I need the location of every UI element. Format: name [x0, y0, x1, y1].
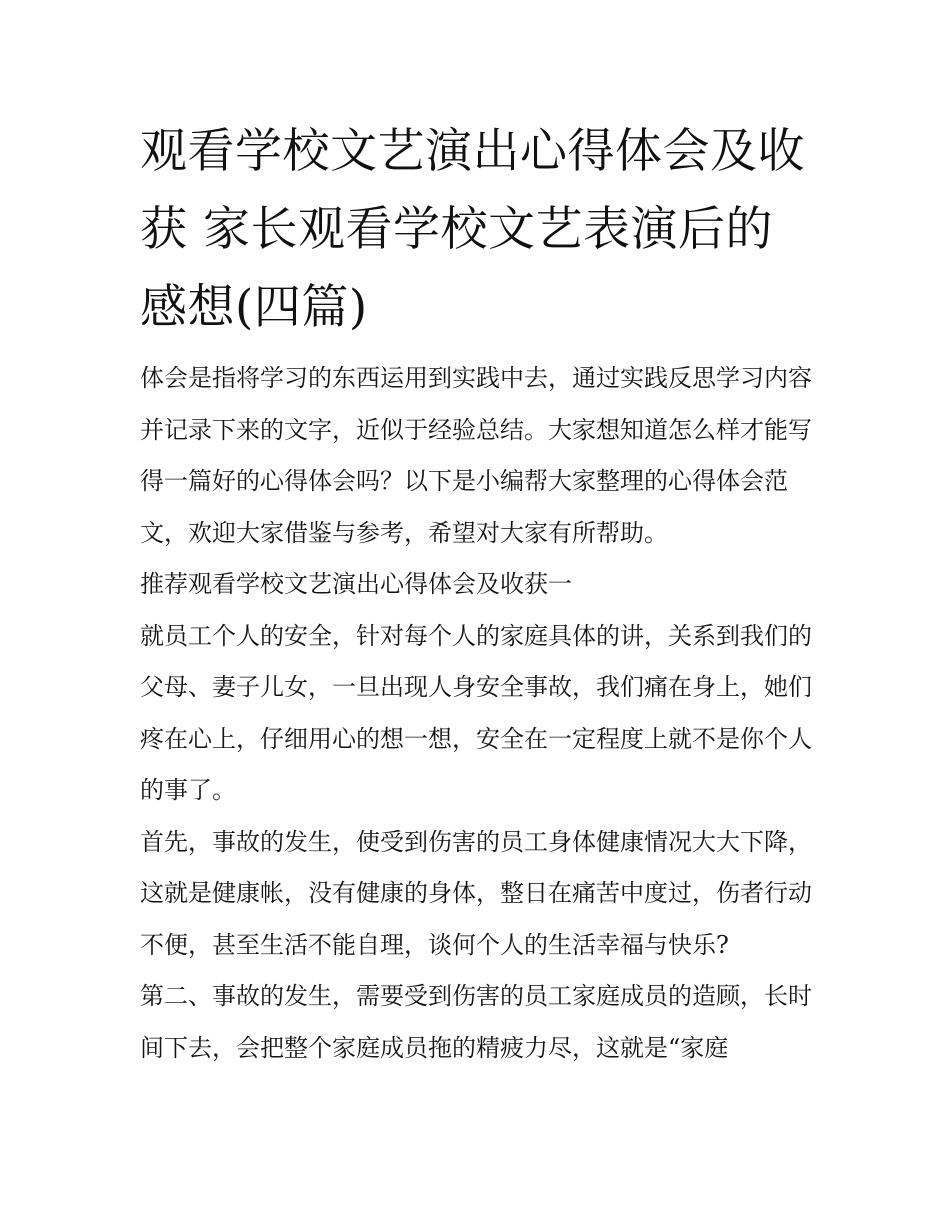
document-body	[140, 353, 812, 1074]
document-page	[140, 113, 812, 1074]
body-paragraph: 就员工个人的安全，针对每个人的家庭具体的讲，关系到我们的父母、妻子儿女，一旦出现人身安全事故，我们痛在身上，她们疼在心上，仔细用心的想一想，安全在一定程度上就不是你个人的事了。	[140, 621, 812, 804]
body-paragraph: 首先，事故的发生，使受到伤害的员工身体健康情况大大下降，这就是健康帐，没有健康的身体，整日在痛苦中度过，伤者行动不便，甚至生活不能自理，谈何个人的生活幸福与快乐?	[140, 827, 812, 959]
document-title: 观看学校文艺演出心得体会及收获 家长观看学校文艺表演后的感想(四篇)	[140, 124, 805, 335]
intro-paragraph: 体会是指将学习的东西运用到实践中去，通过实践反思学习内容并记录下来的文字，近似于经验总结。大家想知道怎么样才能写得一篇好的心得体会吗？以下是小编帮大家整理的心得体会范文，欢迎大家借鉴与参考，希望对大家有所帮助。	[140, 364, 812, 547]
section-heading: 推荐观看学校文艺演出心得体会及收获一	[140, 570, 572, 598]
body-paragraph: 第二、事故的发生，需要受到伤害的员工家庭成员的造顾，长时间下去，会把整个家庭成员拖的精疲力尽，这就是“家庭	[140, 982, 812, 1062]
